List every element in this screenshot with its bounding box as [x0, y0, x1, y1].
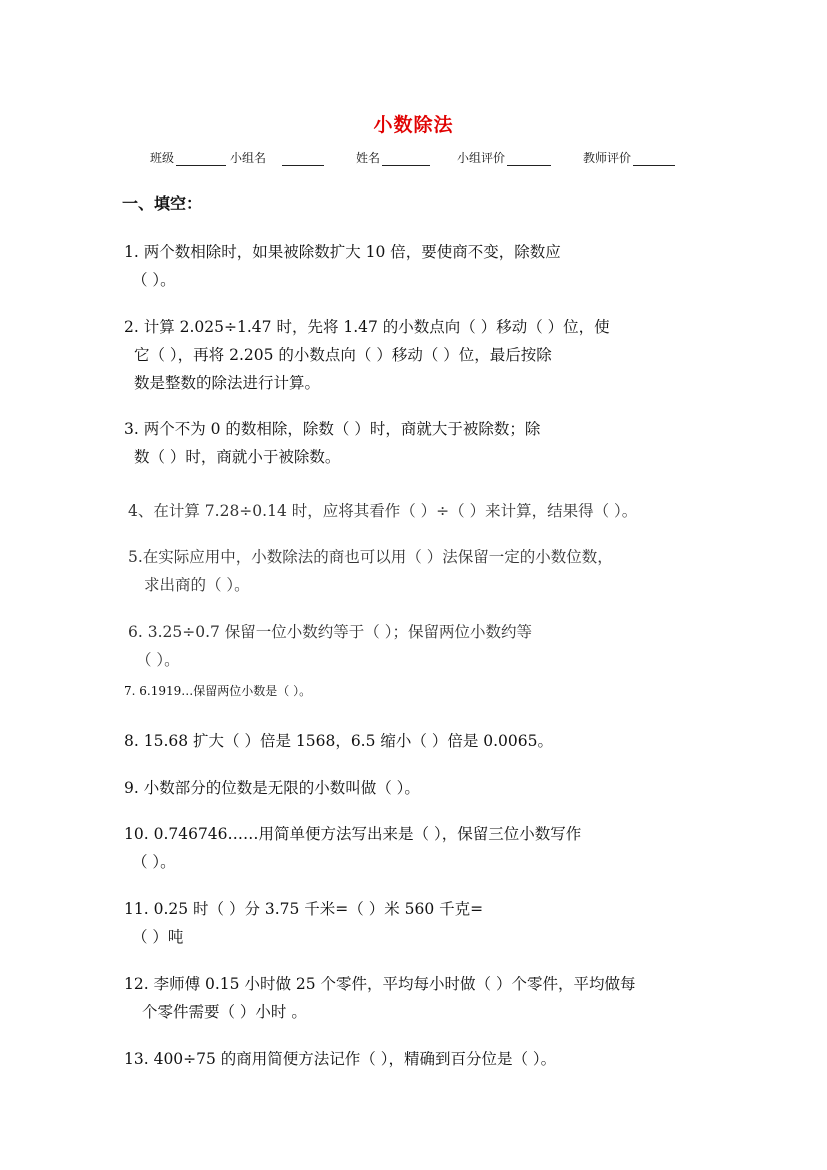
question-line: 数（ ）时，商就小于被除数。 — [134, 448, 341, 466]
question-line: 2. 计算 2.025÷1.47 时，先将 1.47 的小数点向（ ）移动（ ）位，使 — [124, 318, 610, 336]
group-eval-field — [457, 149, 551, 166]
question-line: 7. 6.1919…保留两位小数是（ ）。 — [124, 684, 312, 698]
question-line: 求出商的（ ）。 — [144, 576, 250, 594]
question-line: （ ）。 — [132, 853, 176, 871]
question-line: 1. 两个数相除时，如果被除数扩大 10 倍，要使商不变，除数应 — [124, 243, 561, 261]
question-line: 5.在实际应用中，小数除法的商也可以用（ ）法保留一定的小数位数， — [128, 548, 613, 566]
question-line: （ ）。 — [132, 271, 176, 289]
question-1 — [124, 238, 561, 294]
group-field — [230, 149, 324, 166]
question-line: 数是整数的除法进行计算。 — [134, 374, 321, 392]
class-label: 班级 — [150, 151, 175, 165]
question-line: （ ）吨 — [132, 928, 184, 946]
group-eval-blank — [507, 153, 551, 166]
question-line: 它（ ），再将 2.205 的小数点向（ ）移动（ ）位，最后按除 — [134, 346, 552, 364]
question-6 — [128, 618, 532, 674]
question-line: 9. 小数部分的位数是无限的小数叫做（ ）。 — [124, 779, 420, 797]
group-blank — [282, 153, 324, 166]
question-line: 4、在计算 7.28÷0.14 时，应将其看作（ ）÷（ ）来计算，结果得（ ）。 — [128, 502, 638, 520]
question-12 — [124, 970, 635, 1026]
question-7 — [124, 681, 311, 701]
question-line: 11. 0.25 时（ ）分 3.75 千米=（ ）米 560 千克= — [124, 900, 484, 918]
group-label: 小组名 — [230, 151, 267, 165]
question-9 — [124, 774, 420, 802]
teacher-eval-blank — [633, 153, 675, 166]
name-field — [356, 149, 430, 166]
question-line: 8. 15.68 扩大（ ）倍是 1568，6.5 缩小（ ）倍是 0.0065。 — [124, 732, 553, 750]
question-2 — [124, 313, 610, 397]
name-blank — [382, 153, 430, 166]
question-line: 6. 3.25÷0.7 保留一位小数约等于（ ）；保留两位小数约等 — [128, 623, 532, 641]
question-line: 13. 400÷75 的商用简便方法记作（ ），精确到百分位是（ ）。 — [124, 1050, 557, 1068]
question-line: 12. 李师傅 0.15 小时做 25 个零件，平均每小时做（ ）个零件，平均做每 — [124, 975, 636, 993]
teacher-eval-label: 教师评价 — [583, 151, 632, 165]
question-line: 10. 0.746746……用简单便方法写出来是（ ），保留三位小数写作 — [124, 825, 582, 843]
section-heading: 一、填空： — [122, 194, 203, 213]
question-line: 3. 两个不为 0 的数相除，除数（ ）时，商就大于被除数；除 — [124, 420, 541, 438]
name-label: 姓名 — [356, 151, 381, 165]
question-8 — [124, 727, 553, 755]
question-4 — [128, 497, 637, 525]
question-line: 个零件需要（ ）小时 。 — [142, 1003, 307, 1021]
group-eval-label: 小组评价 — [457, 151, 506, 165]
question-13 — [124, 1045, 556, 1073]
teacher-eval-field — [583, 149, 675, 166]
question-10 — [124, 820, 581, 876]
question-5 — [128, 543, 613, 599]
question-line: （ ）。 — [136, 651, 180, 669]
question-11 — [124, 895, 483, 951]
class-blank — [176, 153, 226, 166]
question-3 — [124, 415, 540, 471]
page-title: 小数除法 — [373, 114, 454, 136]
class-field — [150, 149, 226, 166]
